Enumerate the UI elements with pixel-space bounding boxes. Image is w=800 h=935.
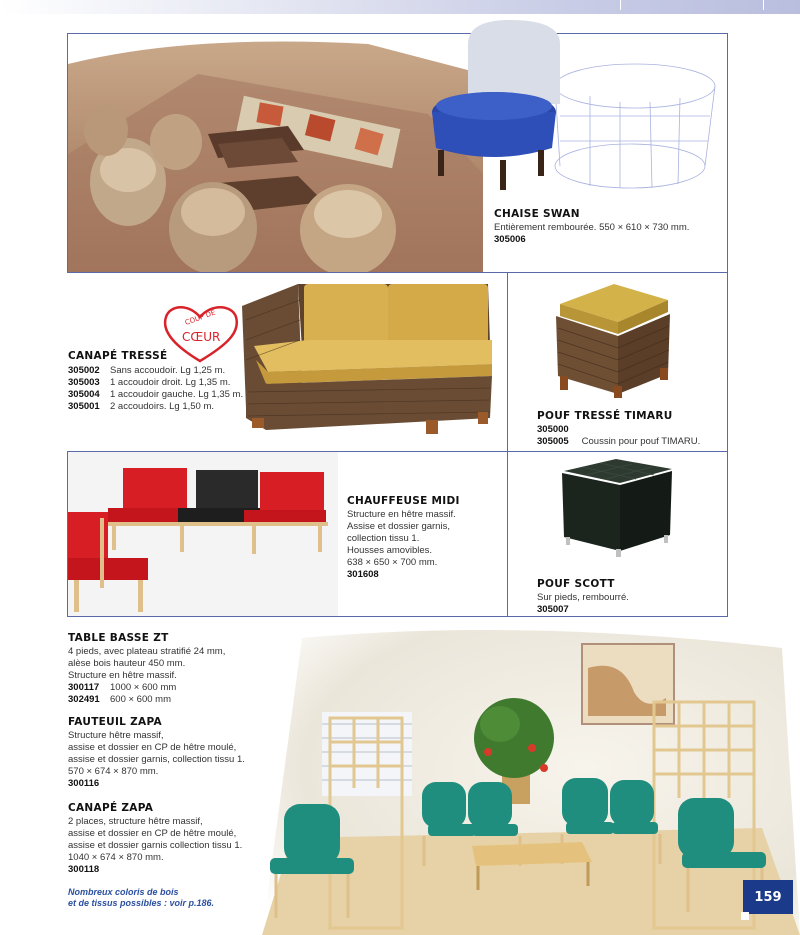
chauffeuse-midi-line: Structure en hêtre massif. xyxy=(347,509,456,520)
fauteuil-zapa-line: assise et dossier en CP de hêtre moulé, xyxy=(68,742,237,753)
chauffeuse-midi-line: Housses amovibles. xyxy=(347,545,433,556)
table-basse-zt-code: 302491 xyxy=(68,694,100,705)
table-basse-zt-size: 1000 × 600 mm xyxy=(110,682,177,693)
canape-zapa-line: assise et dossier garnis collection tissu 1. xyxy=(68,840,243,851)
coup-de-coeur-bottom: CŒUR xyxy=(182,330,221,344)
coup-de-coeur-badge xyxy=(160,303,240,365)
fauteuil-zapa-line: 570 × 674 × 870 mm. xyxy=(68,766,159,777)
table-basse-zt-title: TABLE BASSE ZT xyxy=(68,632,169,644)
footnote-line: Nombreux coloris de bois xyxy=(68,887,179,897)
pouf-timaru-photo xyxy=(550,282,675,398)
fauteuil-zapa-title: FAUTEUIL ZAPA xyxy=(68,716,162,728)
table-basse-zt-desc xyxy=(68,646,225,706)
pouf-scott-desc: Sur pieds, rembourré. xyxy=(537,592,629,603)
canape-zapa-line: assise et dossier en CP de hêtre moulé, xyxy=(68,828,237,839)
pouf-timaru-row xyxy=(537,436,700,448)
fauteuil-zapa-code: 300116 xyxy=(68,778,100,789)
canape-tresse-code: 305002 xyxy=(68,365,100,376)
canape-tresse-desc: 1 accoudoir droit. Lg 1,35 m. xyxy=(110,377,231,388)
canape-tresse-code: 305003 xyxy=(68,377,100,388)
canape-tresse-code: 305004 xyxy=(68,389,100,400)
fauteuil-zapa-line: assise et dossier garnis, collection tissu 1. xyxy=(68,754,245,765)
table-basse-zt-line: alèse bois hauteur 450 mm. xyxy=(68,658,186,669)
pouf-timaru-list xyxy=(537,424,700,448)
canape-zapa-line: 1040 × 674 × 870 mm. xyxy=(68,852,164,863)
canape-tresse-row xyxy=(68,365,243,377)
page-number: 159 xyxy=(743,880,793,914)
table-basse-zt-row xyxy=(68,682,225,694)
zapa-room-photo xyxy=(262,628,800,935)
page-number-notch xyxy=(741,912,749,920)
chauffeuse-midi-photo xyxy=(68,452,338,616)
coup-de-coeur-top: COUP DE xyxy=(183,308,217,327)
chaise-swan-photo xyxy=(420,16,720,214)
footnote-line: et de tissus possibles : voir p.186. xyxy=(68,898,215,908)
canape-tresse-row xyxy=(68,389,243,401)
fauteuil-zapa-desc xyxy=(68,730,245,790)
canape-tresse-list xyxy=(68,365,243,413)
table-basse-zt-size: 600 × 600 mm xyxy=(110,694,171,705)
table-basse-zt-line: 4 pieds, avec plateau stratifié 24 mm, xyxy=(68,646,226,657)
chauffeuse-midi-line: collection tissu 1. xyxy=(347,533,420,544)
top-banner-divider xyxy=(763,0,764,10)
table-basse-zt-code: 300117 xyxy=(68,682,100,693)
canape-zapa-code: 300118 xyxy=(68,864,100,875)
pouf-timaru-row xyxy=(537,424,700,436)
fauteuil-zapa-line: Structure hêtre massif, xyxy=(68,730,164,741)
chauffeuse-midi-title: CHAUFFEUSE MIDI xyxy=(347,495,460,507)
canape-zapa-desc xyxy=(68,816,242,876)
canape-zapa-title: CANAPÉ ZAPA xyxy=(68,802,154,814)
pouf-scott-title: POUF SCOTT xyxy=(537,578,615,590)
footnote xyxy=(68,887,214,909)
top-banner xyxy=(0,0,800,14)
top-banner-divider xyxy=(620,0,621,10)
pouf-scott-photo xyxy=(556,457,678,557)
canape-tresse-desc: 2 accoudoirs. Lg 1,50 m. xyxy=(110,401,215,412)
canape-tresse-photo xyxy=(238,280,500,438)
chauffeuse-midi-code: 301608 xyxy=(347,569,379,580)
chauffeuse-midi-desc xyxy=(347,509,456,581)
pouf-scott-code: 305007 xyxy=(537,604,569,615)
chaise-swan-code: 305006 xyxy=(494,234,526,245)
chaise-swan-desc: Entièrement rembourée. 550 × 610 × 730 mm. xyxy=(494,222,690,233)
canape-zapa-line: 2 places, structure hêtre massif, xyxy=(68,816,203,827)
table-basse-zt-line: Structure en hêtre massif. xyxy=(68,670,177,681)
canape-tresse-desc: 1 accoudoir gauche. Lg 1,35 m. xyxy=(110,389,244,400)
canape-tresse-row xyxy=(68,401,243,413)
chauffeuse-midi-line: 638 × 650 × 700 mm. xyxy=(347,557,438,568)
canape-tresse-title: CANAPÉ TRESSÉ xyxy=(68,350,168,362)
pouf-timaru-code: 305005 xyxy=(537,436,569,447)
pouf-timaru-title: POUF TRESSÉ TIMARU xyxy=(537,410,673,422)
pouf-timaru-code: 305000 xyxy=(537,424,569,435)
canape-tresse-code: 305001 xyxy=(68,401,100,412)
canape-tresse-desc: Sans accoudoir. Lg 1,25 m. xyxy=(110,365,226,376)
canape-tresse-row xyxy=(68,377,243,389)
table-basse-zt-row xyxy=(68,694,225,706)
chaise-swan-title: CHAISE SWAN xyxy=(494,208,580,220)
pouf-timaru-desc: Coussin pour pouf TIMARU. xyxy=(581,436,701,447)
chauffeuse-midi-line: Assise et dossier garnis, xyxy=(347,521,450,532)
